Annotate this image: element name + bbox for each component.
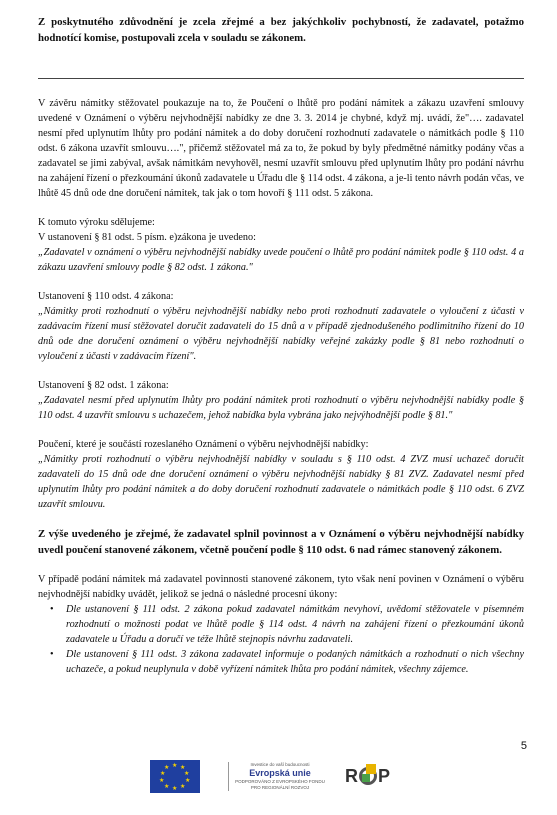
list-item: [50, 647, 524, 677]
eu-fund-text: PODPOROVÁNO Z EVROPSKÉHO FONDU PRO REGIONÁLNÍ ROZVOJ: [235, 778, 325, 790]
eu-title: Evropská unie: [249, 767, 311, 778]
notice-quote: „Námitky proti rozhodnutí o výběru nejvhodnější nabídky v souladu s § 110 odst. 4 ZVZ musí uchazeč doručit zadavateli do 15 dnů ode dne doručení oznámení o výběru nejvhodnější nabídky § 81 ZVZ. Zadavatel nesmí před uplynutím lhůty pro podání námitek a do doby doručení rozhodnutí zadavatele o námitkách podle § 110 odst. 6 ZVZ uzavřít smlouvu.: [38, 454, 524, 510]
eu-funding-label: [228, 762, 325, 791]
s82-heading: Ustanovení § 82 odst. 1 zákona:: [38, 380, 169, 391]
rop-letter-r: R: [345, 765, 358, 786]
s81-heading: V ustanovení § 81 odst. 5 písm. e)zákona je uvedeno:: [38, 232, 256, 243]
intro-conclusion: Z poskytnutého zdůvodnění je zcela zřejmé a bez jakýchkoliv pochybností, že zadavatel, potažmo hodnotící komise, postupovali zcela v souladu se zákonem.: [38, 16, 524, 44]
page-number: 5: [520, 740, 527, 752]
rop-letter-p: P: [378, 765, 391, 786]
list-item: [50, 602, 524, 647]
list-item-text: Dle ustanovení § 111 odst. 3 zákona zadavatel informuje o podaných námitkách a rozhodnutí o nich všechny uchazeče, a pokud neuplynula v době vyřízení námitek lhůta pro podání námitek, všechny zájemce.: [66, 649, 524, 675]
objection-paragraph: V závěru námitky stěžovatel poukazuje na to, že Poučení o lhůtě pro podání námitek a zákazu uzavření smlouvy uvedené v Oznámení o výběru nejvhodnější nabídky ze dne 3. 3. 2014 je chybné, když mj. uvádí, že"…. zadavatel nesmí před uplynutím lhůty pro podání námitek a do doby doručení rozhodnutí zadavatele o námitkách podle § 110 odst. 6 zákona uzavřít smlouvu….", přičemž stěžovatel má za to, že pokud by byly předmětné námitky podány včas a zadavatel se jimi zabýval, avšak námitkám nevyhověl, nesmí uzavřít smlouvu před uplynutím lhůty pro podání návrhu na zahájení řízení o přezkoumání úkonů zadavatele u Úřadu dle § 114 odst. 4 zákona, a je-li tento návrh podán včas, ve lhůtě 45 dnů ode dne doručení námitek, tak jak o tom hovoří § 111 odst. 5 zákona.: [38, 98, 524, 199]
s110-quote: „Námitky proti rozhodnutí o výběru nejvhodnější nabídky nebo proti rozhodnutí zadavatele o vyloučení z účasti v zadávacím řízení musí stěžovatel doručit zadavateli do 15 dnů a v případě zjednodušeného podlimitního řízení do 10 dnů ode dne doručení oznámení o výběru nejvhodnější nabídky veřejné zakázky podle § 81 nebo rozhodnutí o vyloučení z účasti v zadávacím řízení".: [38, 306, 524, 362]
s82-quote: „Zadavatel nesmí před uplynutím lhůty pro podání námitek proti rozhodnutí o výběru nejvhodnější nabídky podle § 110 odst. 4 uzavřít smlouvu s uchazečem, jehož nabídka byla vybrána jako nejvýhodnější podle § 81.": [38, 395, 524, 421]
divider: [38, 78, 524, 79]
statement-intro: K tomuto výroku sdělujeme:: [38, 217, 155, 228]
list-item-text: Dle ustanovení § 111 odst. 2 zákona pokud zadavatel námitkám nevyhoví, uvědomí stěžovatele v písemném rozhodnutí o možnosti podat ve lhůtě podle § 114 odst. 4 návrh na zahájení řízení o přezkoumání úkonů zadavatele u Úřadu a doručí ve téže lhůtě stejnopis návrhu zadavateli.: [66, 604, 524, 645]
main-text: [38, 96, 524, 677]
eu-flag-icon: ★ ★ ★ ★ ★ ★ ★ ★ ★ ★: [150, 760, 200, 793]
bullet-icon: •: [50, 604, 54, 615]
obligations-list: [38, 602, 524, 677]
conclusion-paragraph: Z výše uvedeného je zřejmé, že zadavatel splnil povinnost a v Oznámení o výběru nejvhodnější nabídky uvedl poučení stanovené zákonem, včetně poučení podle § 110 odst. 6 nad rámec stanovený zákonem.: [38, 528, 524, 556]
bullet-icon: •: [50, 649, 54, 660]
notice-heading: Poučení, které je součástí rozeslaného Oznámení o výběru nejvhodnější nabídky:: [38, 439, 369, 450]
rop-o-icon: [359, 767, 377, 785]
rop-logo: [345, 766, 390, 787]
s81-quote: „Zadavatel v oznámení o výběru nejvhodnější nabídky uvede poučení o lhůtě pro podání námitek podle § 110 odst. 4 a zákazu uzavření smlouvy podle § 82 odst. 1 zákona.": [38, 247, 524, 273]
footer-logos: [150, 752, 390, 800]
s110-heading: Ustanovení § 110 odst. 4 zákona:: [38, 291, 174, 302]
eu-tagline: Investice do vaší budoucnosti: [250, 761, 310, 767]
obligations-paragraph: V případě podání námitek má zadavatel povinnosti stanovené zákonem, tyto však není povinen v Oznámení o výběru nejvhodnější nabídky uvádět, jelikož se jedná o následné procesní úkony:: [38, 574, 524, 600]
